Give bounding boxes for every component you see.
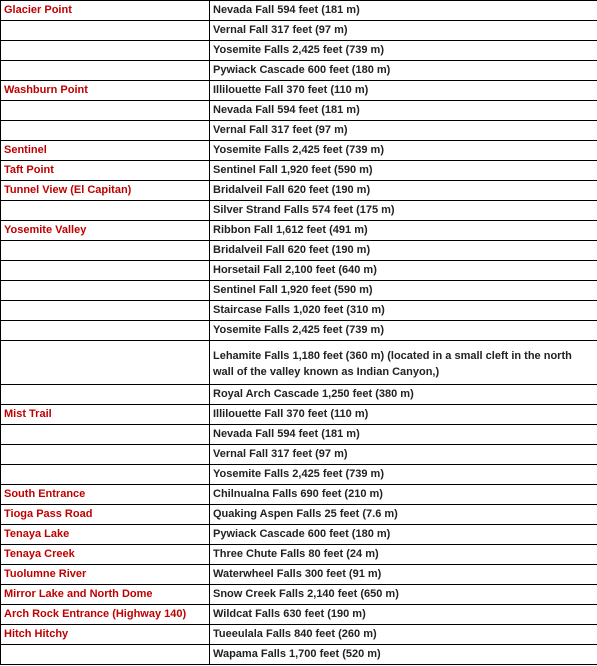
viewpoint-cell bbox=[1, 121, 210, 141]
waterfall-cell: Ribbon Fall 1,612 feet (491 m) bbox=[210, 221, 597, 241]
viewpoint-cell: Tenaya Lake bbox=[1, 525, 210, 545]
table-row bbox=[1, 445, 597, 465]
table-row bbox=[1, 121, 597, 141]
table-row bbox=[1, 201, 597, 221]
viewpoint-cell bbox=[1, 241, 210, 261]
table-row bbox=[1, 261, 597, 281]
viewpoint-cell: Washburn Point bbox=[1, 81, 210, 101]
viewpoint-cell: Mirror Lake and North Dome bbox=[1, 585, 210, 605]
table-row bbox=[1, 405, 597, 425]
table-row bbox=[1, 625, 597, 645]
viewpoint-cell: Tuolumne River bbox=[1, 565, 210, 585]
waterfall-cell: Tueeulala Falls 840 feet (260 m) bbox=[210, 625, 597, 645]
viewpoint-cell: Tenaya Creek bbox=[1, 545, 210, 565]
table-row bbox=[1, 221, 597, 241]
viewpoint-cell bbox=[1, 341, 210, 385]
table-row bbox=[1, 81, 597, 101]
waterfall-cell: Yosemite Falls 2,425 feet (739 m) bbox=[210, 465, 597, 485]
viewpoint-cell bbox=[1, 425, 210, 445]
waterfall-cell: Quaking Aspen Falls 25 feet (7.6 m) bbox=[210, 505, 597, 525]
waterfall-cell: Vernal Fall 317 feet (97 m) bbox=[210, 445, 597, 465]
table-row bbox=[1, 585, 597, 605]
waterfall-cell: Yosemite Falls 2,425 feet (739 m) bbox=[210, 141, 597, 161]
waterfall-cell: Bridalveil Fall 620 feet (190 m) bbox=[210, 241, 597, 261]
viewpoint-cell: Mist Trail bbox=[1, 405, 210, 425]
viewpoint-cell bbox=[1, 261, 210, 281]
viewpoint-cell: Arch Rock Entrance (Highway 140) bbox=[1, 605, 210, 625]
waterfall-cell: Wapama Falls 1,700 feet (520 m) bbox=[210, 645, 597, 665]
waterfall-cell: Yosemite Falls 2,425 feet (739 m) bbox=[210, 41, 597, 61]
waterfall-cell: Staircase Falls 1,020 feet (310 m) bbox=[210, 301, 597, 321]
waterfall-cell: Pywiack Cascade 600 feet (180 m) bbox=[210, 525, 597, 545]
viewpoint-cell bbox=[1, 445, 210, 465]
table-row bbox=[1, 101, 597, 121]
viewpoint-cell bbox=[1, 645, 210, 665]
table-row bbox=[1, 505, 597, 525]
viewpoint-cell bbox=[1, 321, 210, 341]
table-row bbox=[1, 281, 597, 301]
table-row bbox=[1, 1, 597, 21]
viewpoint-cell bbox=[1, 201, 210, 221]
table-body bbox=[1, 1, 597, 665]
viewpoint-cell: Tioga Pass Road bbox=[1, 505, 210, 525]
viewpoint-cell bbox=[1, 101, 210, 121]
viewpoint-cell: Yosemite Valley bbox=[1, 221, 210, 241]
viewpoint-cell bbox=[1, 21, 210, 41]
viewpoint-cell: Sentinel bbox=[1, 141, 210, 161]
waterfall-cell: Vernal Fall 317 feet (97 m) bbox=[210, 21, 597, 41]
table-row bbox=[1, 21, 597, 41]
waterfall-cell: Snow Creek Falls 2,140 feet (650 m) bbox=[210, 585, 597, 605]
viewpoint-cell bbox=[1, 465, 210, 485]
waterfall-cell: Sentinel Fall 1,920 feet (590 m) bbox=[210, 161, 597, 181]
waterfall-cell: Yosemite Falls 2,425 feet (739 m) bbox=[210, 321, 597, 341]
waterfall-cell: Nevada Fall 594 feet (181 m) bbox=[210, 1, 597, 21]
table-row bbox=[1, 321, 597, 341]
viewpoint-cell: Tunnel View (El Capitan) bbox=[1, 181, 210, 201]
waterfall-cell: Illilouette Fall 370 feet (110 m) bbox=[210, 405, 597, 425]
viewpoint-cell bbox=[1, 61, 210, 81]
viewpoint-cell bbox=[1, 281, 210, 301]
viewpoint-cell bbox=[1, 385, 210, 405]
waterfall-cell: Illilouette Fall 370 feet (110 m) bbox=[210, 81, 597, 101]
table-row bbox=[1, 341, 597, 385]
table-row bbox=[1, 141, 597, 161]
waterfall-cell: Horsetail Fall 2,100 feet (640 m) bbox=[210, 261, 597, 281]
waterfall-cell: Nevada Fall 594 feet (181 m) bbox=[210, 425, 597, 445]
viewpoint-cell: Glacier Point bbox=[1, 1, 210, 21]
waterfall-cell: Chilnualna Falls 690 feet (210 m) bbox=[210, 485, 597, 505]
table-row bbox=[1, 61, 597, 81]
table-row bbox=[1, 605, 597, 625]
waterfall-cell: Vernal Fall 317 feet (97 m) bbox=[210, 121, 597, 141]
table-row bbox=[1, 465, 597, 485]
waterfall-cell: Three Chute Falls 80 feet (24 m) bbox=[210, 545, 597, 565]
table-row bbox=[1, 161, 597, 181]
waterfall-cell: Pywiack Cascade 600 feet (180 m) bbox=[210, 61, 597, 81]
table-row bbox=[1, 645, 597, 665]
viewpoint-cell: Hitch Hitchy bbox=[1, 625, 210, 645]
table-row bbox=[1, 301, 597, 321]
waterfall-cell: Royal Arch Cascade 1,250 feet (380 m) bbox=[210, 385, 597, 405]
viewpoint-cell bbox=[1, 41, 210, 61]
waterfall-cell: Wildcat Falls 630 feet (190 m) bbox=[210, 605, 597, 625]
table-row bbox=[1, 425, 597, 445]
waterfall-cell: Lehamite Falls 1,180 feet (360 m) (located in a small cleft in the north wall of the valley known as Indian Canyon,) bbox=[210, 341, 597, 385]
viewpoint-cell: Taft Point bbox=[1, 161, 210, 181]
viewpoint-cell: South Entrance bbox=[1, 485, 210, 505]
table-row bbox=[1, 565, 597, 585]
table-row bbox=[1, 545, 597, 565]
viewpoint-cell bbox=[1, 301, 210, 321]
table-row bbox=[1, 485, 597, 505]
table-row bbox=[1, 41, 597, 61]
waterfall-cell: Bridalveil Fall 620 feet (190 m) bbox=[210, 181, 597, 201]
table-row bbox=[1, 525, 597, 545]
table-row bbox=[1, 241, 597, 261]
table-row bbox=[1, 385, 597, 405]
table-row bbox=[1, 181, 597, 201]
waterfall-cell: Nevada Fall 594 feet (181 m) bbox=[210, 101, 597, 121]
waterfall-cell: Waterwheel Falls 300 feet (91 m) bbox=[210, 565, 597, 585]
waterfall-cell: Sentinel Fall 1,920 feet (590 m) bbox=[210, 281, 597, 301]
waterfall-cell: Silver Strand Falls 574 feet (175 m) bbox=[210, 201, 597, 221]
